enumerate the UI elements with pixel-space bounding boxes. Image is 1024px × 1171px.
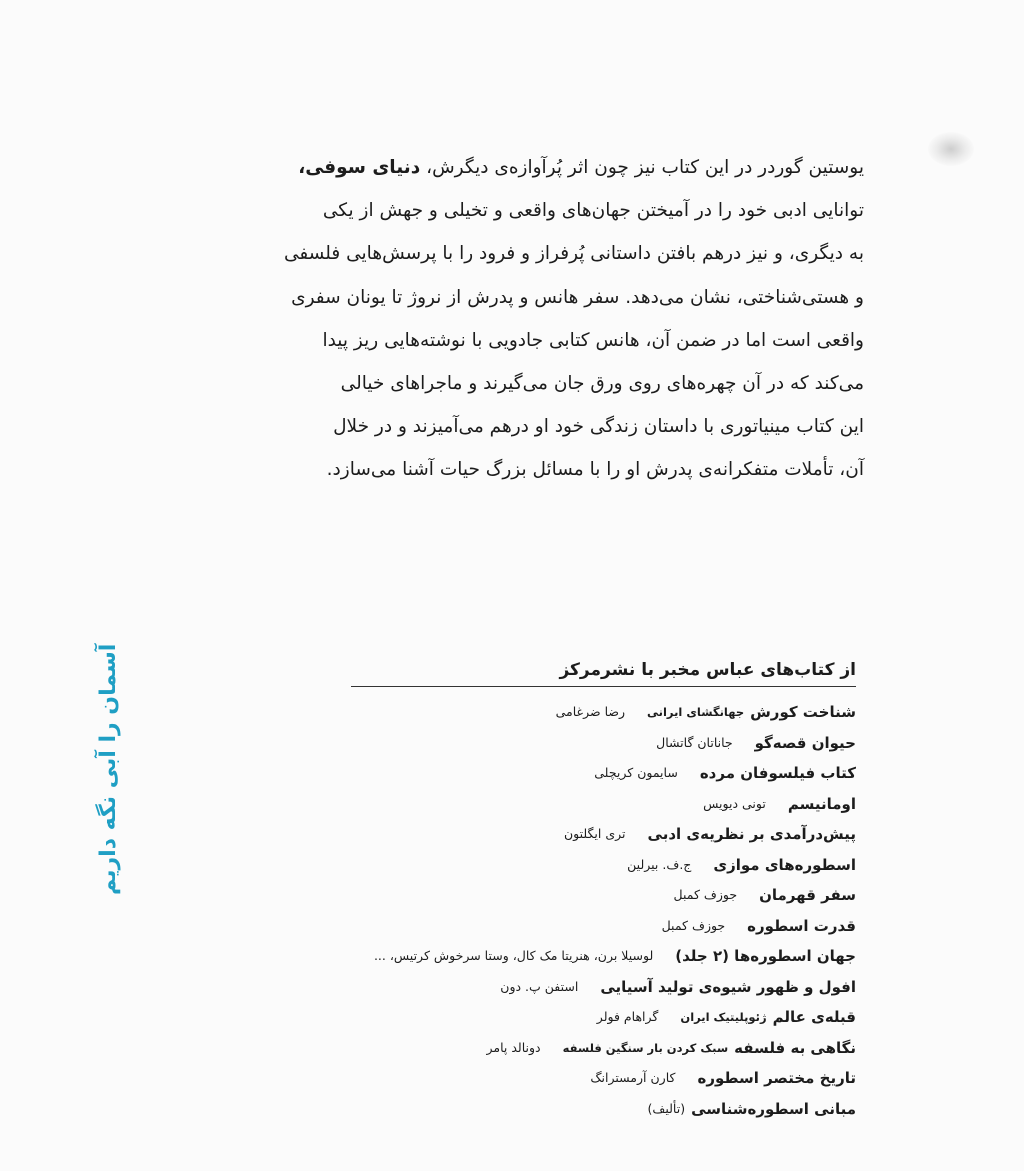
blurb-line: می‌کند که در آن چهره‌های روی ورق جان می‌گیرند و ماجراهای خیالی <box>340 372 864 394</box>
book-title: پیش‌درآمدی بر نظریه‌ی ادبی <box>647 825 856 843</box>
spine-book-title: آسمان را آبی نگه داریم <box>96 643 121 895</box>
book-author: گراهام فولر <box>596 1009 659 1024</box>
book-title: قبله‌ی عالم <box>772 1008 856 1026</box>
list-item <box>296 880 856 911</box>
list-item <box>296 1094 856 1125</box>
book-author: جوزف کمبل <box>661 917 726 933</box>
book-author: ج.ف. بیرلین <box>627 856 692 872</box>
book-author: لوسیلا برن، هنریتا مک کال، وستا سرخوش کرتیس، ... <box>373 948 654 963</box>
book-list-heading: از کتاب‌های عباس مخبر با نشرمرکز <box>351 660 856 687</box>
list-item <box>296 819 856 850</box>
book-subtitle: ژئوپلیتیک ایران <box>680 1010 767 1024</box>
book-author: تری ایگلتون <box>563 826 626 841</box>
book-author: کارن آرمسترانگ <box>590 1070 676 1085</box>
book-title: حیوان قصه‌گو <box>754 733 856 752</box>
blurb-line: توانایی ادبی خود را در آمیختن جهان‌های واقعی و تخیلی و جهش از یکی <box>322 200 864 222</box>
list-item <box>296 728 856 759</box>
book-author: تونی دیویس <box>703 795 766 811</box>
list-item <box>296 1033 856 1064</box>
list-item <box>296 789 856 820</box>
book-list <box>296 697 856 1124</box>
list-item <box>296 1002 856 1033</box>
book-title: قدرت اسطوره <box>747 916 856 935</box>
book-title: مبانی اسطوره‌شناسی <box>691 1099 856 1118</box>
blurb-line <box>244 146 864 189</box>
book-author: (تألیف) <box>647 1100 686 1116</box>
list-item <box>296 697 856 728</box>
list-item <box>296 850 856 881</box>
blurb-line-text: یوستین گوردر در این کتاب نیز چون اثر پُرآوازه‌ی دیگرش، <box>420 157 864 178</box>
list-item <box>296 758 856 789</box>
book-author: جوزف کمبل <box>673 887 738 902</box>
list-item <box>296 1063 856 1094</box>
book-title: کتاب فیلسوفان مرده <box>699 764 856 782</box>
book-title: تاریخ مختصر اسطوره <box>697 1069 856 1087</box>
blurb-line: این کتاب مینیاتوری با داستان زندگی خود او درهم می‌آمیزند و در خلال <box>333 416 864 438</box>
book-title: افول و ظهور شیوه‌ی تولید آسیایی <box>600 977 856 996</box>
book-title: اسطوره‌های موازی <box>713 855 856 874</box>
blurb-line: و هستی‌شناختی، نشان می‌دهد. سفر هانس و پدرش از نروژ تا یونان سفری <box>291 286 864 308</box>
book-author: سایمون کریچلی <box>594 765 678 780</box>
book-subtitle: جهانگشای ایرانی <box>647 705 745 719</box>
list-item <box>296 911 856 942</box>
book-author: رضا ضرغامی <box>555 704 626 719</box>
blurb-paragraph <box>244 146 864 492</box>
blurb-line: آن، تأملات متفکرانه‌ی پدرش او را با مسائل بزرگ حیات آشنا می‌سازد. <box>326 459 864 481</box>
list-item <box>296 972 856 1003</box>
book-title: شناخت کورش <box>750 703 856 721</box>
list-item <box>296 941 856 972</box>
book-author: جاناتان گاتشال <box>656 734 733 750</box>
publisher-book-list-section <box>296 660 856 1124</box>
book-title: نگاهی به فلسفه <box>734 1038 856 1057</box>
blurb-line: به دیگری، و نیز درهم بافتن داستانی پُرفراز و فرود را با پرسش‌هایی فلسفی <box>283 243 864 265</box>
book-author: استفن پ. دون <box>500 978 579 994</box>
book-title-emphasis: دنیای سوفی، <box>298 157 421 178</box>
paper-smudge <box>928 132 974 166</box>
book-title: جهان اسطوره‌ها (۲ جلد) <box>675 947 856 965</box>
book-title: سفر قهرمان <box>759 886 856 904</box>
book-subtitle: سبک کردن بار سنگین فلسفه <box>562 1040 729 1055</box>
book-author: دونالد پامر <box>486 1039 541 1055</box>
book-title: اومانیسم <box>787 794 856 813</box>
blurb-line: واقعی است اما در ضمن آن، هانس کتابی جادویی با نوشته‌هایی ریز پیدا <box>322 329 864 351</box>
